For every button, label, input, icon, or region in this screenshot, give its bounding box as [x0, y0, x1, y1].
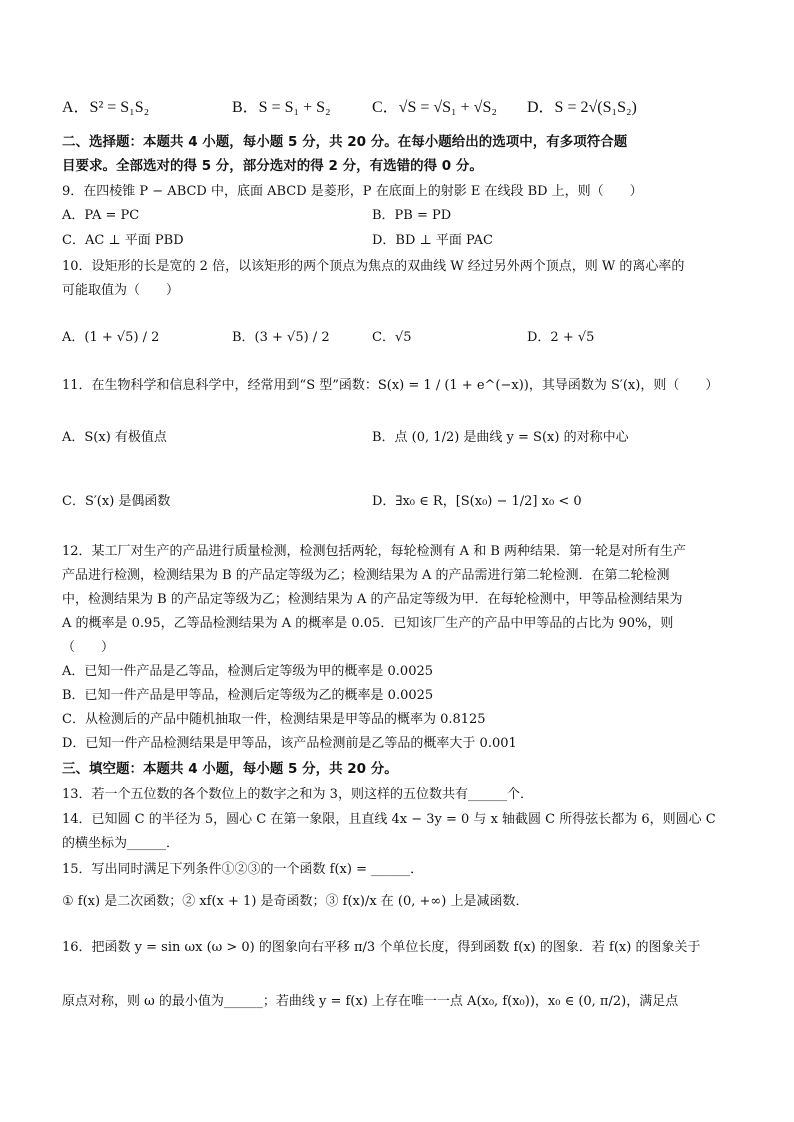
q10-option-d[interactable]: D．2 + √5: [527, 330, 595, 345]
q12-stem-line2: 产品进行检测，检测结果为 B 的产品定等级为乙；检测结果为 A 的产品需进行第二轮检测．在第二轮检测: [62, 568, 670, 583]
q9-stem: 9．在四棱锥 P − ABCD 中，底面 ABCD 是菱形，P 在底面上的射影 E 在线段 BD 上，则（ ）: [62, 184, 643, 199]
q13-stem: 13．若一个五位数的各个数位上的数字之和为 3，则这样的五位数共有______个．: [62, 787, 533, 802]
q12-option-d[interactable]: D．已知一件产品检测结果是甲等品，该产品检测前是乙等品的概率大于 0.001: [62, 736, 517, 751]
q12-stem-line1: 12．某工厂对生产的产品进行质量检测，检测包括两轮，每轮检测有 A 和 B 两种结果．第一轮是对所有生产: [62, 544, 687, 559]
q10-option-b[interactable]: B．(3 + √5) / 2: [232, 330, 330, 345]
section3-title: 三、填空题：本题共 4 小题，每小题 5 分，共 20 分。: [62, 761, 398, 777]
q12-stem-line3: 中，检测结果为 B 的产品定等级为乙；检测结果为 A 的产品定等级为甲．在每轮检测中，甲等品检测结果为: [62, 592, 683, 607]
q11-stem: 11．在生物科学和信息科学中，经常用到“S 型”函数：S(x) = 1 / (1 + e^(−x))，其导函数为 S′(x)，则（ ）: [62, 378, 719, 393]
q8-option-c[interactable]: C．√S = √S₁ + √S₂: [372, 99, 497, 116]
q15-stem: 15．写出同时满足下列条件①②③的一个函数 f(x) = ______．: [62, 862, 424, 877]
q10-option-c[interactable]: C．√5: [372, 330, 412, 345]
q16-stem-line1: 16．把函数 y = sin ωx (ω > 0) 的图象向右平移 π/3 个单位长度，得到函数 f(x) 的图象．若 f(x) 的图象关于: [62, 940, 701, 955]
q10-stem-line1: 10．设矩形的长是宽的 2 倍，以该矩形的两个顶点为焦点的双曲线 W 经过另外两个顶点，则 W 的离心率的: [62, 259, 685, 274]
q12-option-b[interactable]: B．已知一件产品是甲等品，检测后定等级为乙的概率是 0.0025: [62, 688, 434, 703]
q16-stem-line2: 原点对称，则 ω 的最小值为______；若曲线 y = f(x) 上存在唯一一点 A(x₀, f(x₀))，x₀ ∈ (0, π/2)，满足点: [62, 994, 679, 1009]
q9-option-c[interactable]: C．AC ⊥ 平面 PBD: [62, 233, 184, 248]
q12-stem-line4: A 的概率是 0.95，乙等品检测结果为 A 的概率是 0.05．已知该厂生产的产品中甲等品的占比为 90%，则: [62, 616, 674, 631]
q9-option-b[interactable]: B．PB = PD: [372, 208, 452, 223]
q14-stem-line2: 的横坐标为______．: [62, 836, 180, 851]
q10-option-a[interactable]: A．(1 + √5) / 2: [62, 330, 160, 345]
q14-stem-line1: 14．已知圆 C 的半径为 5，圆心 C 在第一象限，且直线 4x − 3y = 0 与 x 轴截圆 C 所得弦长都为 6，则圆心 C: [62, 812, 716, 827]
q11-option-b[interactable]: B．点 (0, 1/2) 是曲线 y = S(x) 的对称中心: [372, 430, 629, 445]
q11-option-c[interactable]: C．S′(x) 是偶函数: [62, 494, 171, 509]
q15-conditions: ① f(x) 是二次函数；② xf(x + 1) 是奇函数；③ f(x)/x 在 (0, +∞) 上是减函数．: [62, 894, 529, 909]
q11-option-d[interactable]: D．∃x₀ ∈ R，[S(x₀) − 1/2] x₀ < 0: [372, 494, 582, 509]
q9-option-a[interactable]: A．PA = PC: [62, 208, 140, 223]
q8-option-b[interactable]: B．S = S₁ + S₂: [232, 99, 331, 116]
q8-option-d[interactable]: D．S = 2√(S₁S₂): [527, 99, 637, 116]
section2-instructions-line1: 二、选择题：本题共 4 小题，每小题 5 分，共 20 分。在每小题给出的选项中，有多项符合题: [62, 134, 628, 150]
q12-option-c[interactable]: C．从检测后的产品中随机抽取一件，检测结果是甲等品的概率为 0.8125: [62, 712, 486, 727]
q12-stem-line5: （ ）: [62, 640, 115, 655]
q8-option-a[interactable]: A．S² = S₁S₂: [62, 99, 150, 116]
section2-instructions-line2: 目要求。全部选对的得 5 分，部分选对的得 2 分，有选错的得 0 分。: [62, 158, 483, 174]
q11-option-a[interactable]: A．S(x) 有极值点: [62, 430, 167, 445]
q10-stem-line2: 可能取值为（ ）: [62, 283, 180, 298]
q12-option-a[interactable]: A．已知一件产品是乙等品，检测后定等级为甲的概率是 0.0025: [62, 664, 434, 679]
q9-option-d[interactable]: D．BD ⊥ 平面 PAC: [372, 233, 493, 248]
